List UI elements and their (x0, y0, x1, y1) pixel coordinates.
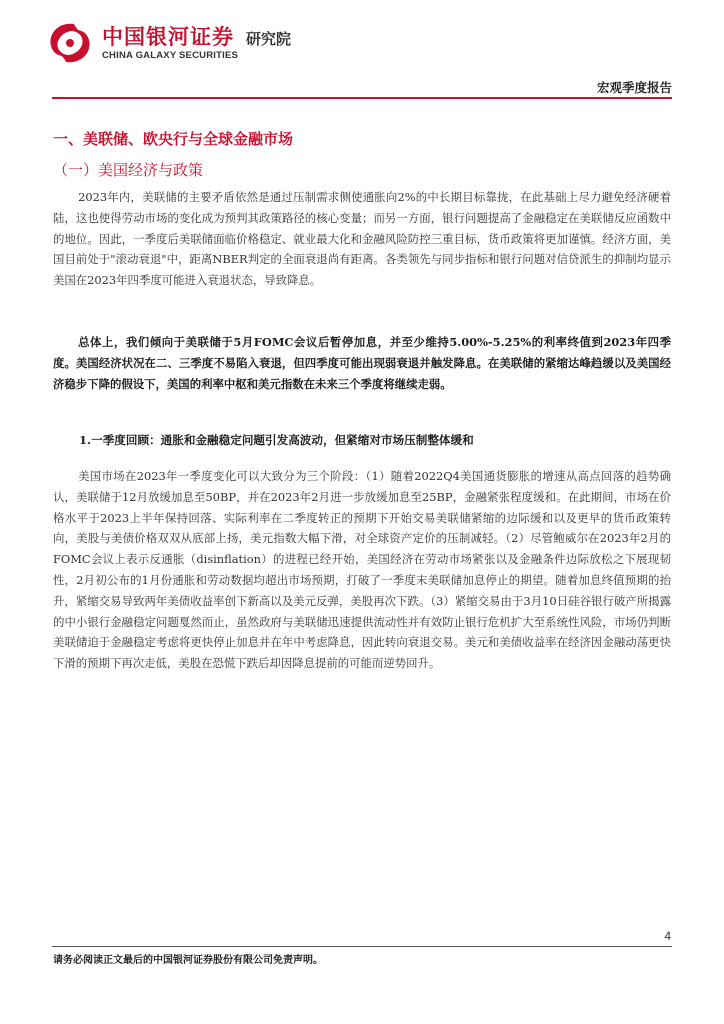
page-number: 4 (664, 929, 671, 943)
report-type-label: 宏观季度报告 (596, 80, 672, 95)
department-name: 研究院 (246, 30, 292, 48)
galaxy-swirl-icon (44, 18, 96, 68)
company-logo (44, 18, 291, 68)
item-heading: 1.一季度回顾：通胀和金融稳定问题引发高波动，但紧缩对市场压制整体缓和 (79, 433, 474, 447)
logo-chinese-name: 中国银河证券 (102, 25, 234, 49)
summary-paragraph: 总体上，我们倾向于美联储于5月FOMC会议后暂停加息，并至少维持5.00%-5.25%的利率终值到2023年四季度。美国经济状况在二、三季度不易陷入衰退，但四季度可能出现弱衰退并触发降息。在美联储的紧缩达峰趋缓以及美国经济稳步下降的假设下，美国的利率中枢和美元指数在未来三个季度将继续走弱。 (53, 335, 671, 391)
body-paragraph-2: 美国市场在2023年一季度变化可以大致分为三个阶段：（1）随着2022Q4美国通货膨胀的增速从高点回落的趋势确认，美联储于12月放缓加息至50BP，并在2023年2月进一步放缓加息至25BP，金融紧张程度缓和。在此期间，市场在价格水平于2023上半年保持回落、实际利率在二季度转正的预期下开始交易美联储紧缩的边际缓和以及更早的货币政策转向，美股与美债价格双双从底部上扬，美元指数大幅下滑，对全球资产定价的压制减轻。（2）尽管鲍威尔在2023年2月的FOMC会议上表示反通胀（disinflation）的进程已经开始，美国经济在劳动市场紧张以及金融条件边际放松之下展现韧性，2月初公布的1月份通胀和劳动数据均超出市场预期，打破了一季度末美联储加息停止的期望。随着加息终值预期的抬升，紧缩交易导致两年美债收益率创下新高以及美元反弹，美股再次下跌。（3）紧缩交易由于3月10日硅谷银行破产所揭露的中小银行金融稳定问题戛然而止，虽然政府与美联储迅速提供流动性并有效防止银行危机扩大至系统性风险，市场仍判断美联储迫于金融稳定考虑将更快停止加息并在年中考虑降息，因此转向衰退交易。美元和美债收益率在经济因金融动荡更快下滑的预期下再次走低，美股在恐慌下跌后却因降息提前的可能而逆势回升。 (53, 469, 671, 671)
body-paragraph-1: 2023年内，美联储的主要矛盾依然是通过压制需求侧使通胀向2%的中长期目标靠拢，在此基础上尽力避免经济硬着陆，这也使得劳动市场的变化成为预判其政策路径的核心变量；而另一方面，银行问题提高了金融稳定在美联储反应函数中的地位。因此，一季度后美联储面临价格稳定、就业最大化和金融风险防控三重目标，货币政策将更加谨慎。经济方面，美国目前处于"滚动衰退"中，距离NBER判定的全面衰退尚有距离。各类领先与同步指标和银行问题对信贷派生的抑制均显示美国在2023年四季度可能进入衰退状态，导致降息。 (53, 190, 671, 288)
logo-english-name: CHINA GALAXY SECURITIES (102, 50, 239, 61)
disclaimer-text: 请务必阅读正文最后的中国银河证券股份有限公司免责声明。 (53, 955, 323, 966)
header-divider (52, 97, 672, 99)
footer-divider (52, 946, 672, 947)
subsection-title: （一）美国经济与政策 (53, 161, 204, 179)
section-title: 一、美联储、欧央行与全球金融市场 (53, 130, 294, 148)
